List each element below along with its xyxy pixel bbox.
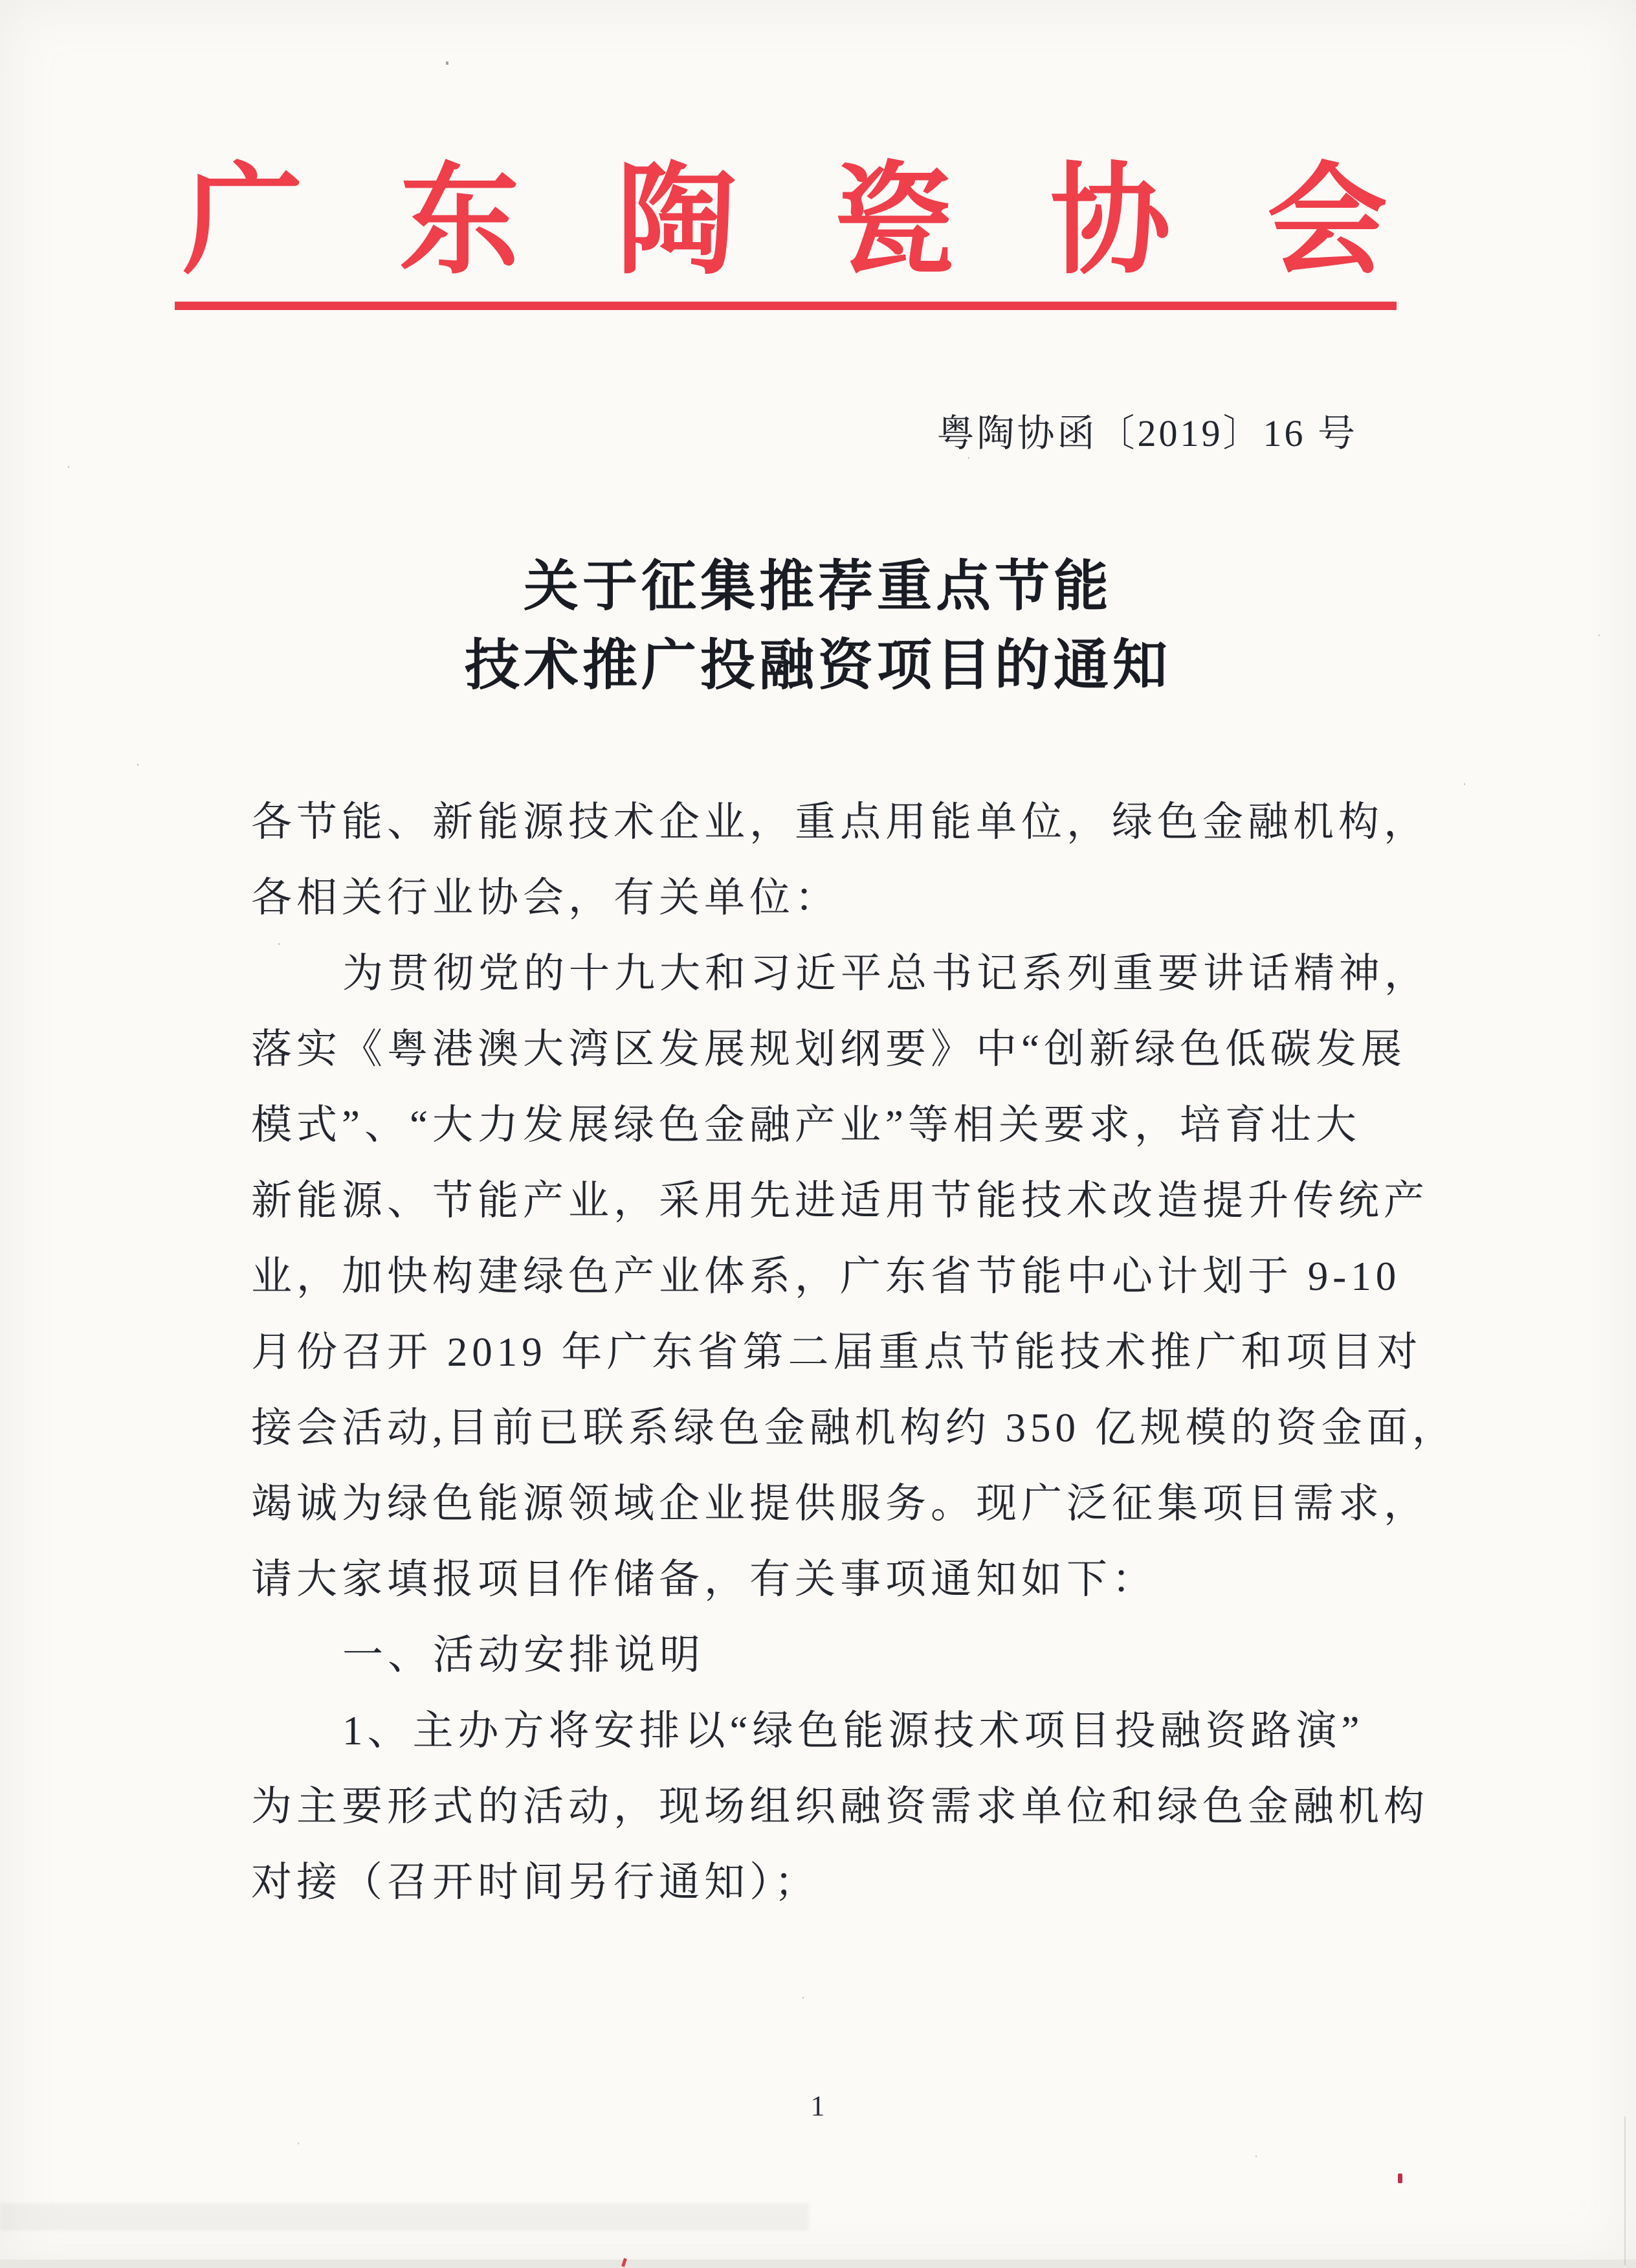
org-name-char: 东	[399, 155, 520, 289]
org-name-char: 陶	[616, 155, 737, 289]
body-line: 各节能、新能源技术企业，重点用能单位，绿色金融机构，	[251, 799, 1429, 845]
body-line: 请大家填报项目作储备，有关事项通知如下：	[251, 1557, 1157, 1602]
letterhead-org-name	[182, 155, 1387, 289]
body-line: 各相关行业协会，有关单位：	[251, 875, 840, 920]
body-line: 为主要形式的活动，现场组织融资需求单位和绿色金融机构	[251, 1784, 1429, 1829]
document-body	[251, 784, 1457, 1920]
scan-edge-line	[1624, 2117, 1626, 2265]
title-line-2: 技术推广投融资项目的通知	[464, 636, 1171, 696]
body-line: 落实《粤港澳大湾区发展规划纲要》中“创新绿色低碳发展	[251, 1027, 1406, 1072]
body-line: 接会活动,目前已联系绿色金融机构约 350 亿规模的资金面，	[251, 1405, 1457, 1451]
body-line: 对接（召开时间另行通知）；	[251, 1860, 820, 1905]
scan-dust-specks	[0, 0, 1, 2]
scan-red-speck	[1398, 2174, 1402, 2183]
document-number: 粤陶协函〔2019〕16 号	[936, 412, 1358, 454]
body-line: 为贯彻党的十九大和习近平总书记系列重要讲话精神，	[342, 951, 1430, 996]
body-line: 业，加快构建绿色产业体系，广东省节能中心计划于 9-10	[251, 1254, 1401, 1299]
title-line-1: 关于征集推荐重点节能	[523, 557, 1112, 617]
body-line: 新能源、节能产业，采用先进适用节能技术改造提升传统产	[251, 1178, 1429, 1223]
body-line: 月份召开 2019 年广东省第二届重点节能技术推广和项目对	[251, 1329, 1422, 1375]
body-line: 模式”、“大力发展绿色金融产业”等相关要求，培育壮大	[251, 1102, 1361, 1148]
body-line: 竭诚为绿色能源领域企业提供服务。现广泛征集项目需求，	[251, 1481, 1429, 1526]
org-name-char: 协	[1050, 155, 1171, 289]
letterhead-divider-line	[175, 302, 1397, 310]
body-section-heading: 一、活动安排说明	[342, 1632, 705, 1678]
page-number: 1	[810, 2090, 826, 2122]
scan-bottom-edge	[0, 2260, 1636, 2268]
scan-speckle-band	[0, 2203, 809, 2230]
org-name-char: 瓷	[833, 155, 954, 289]
document-title	[0, 548, 1636, 706]
body-line: 1、主办方将安排以“绿色能源技术项目投融资路演”	[342, 1708, 1364, 1753]
org-name-char: 会	[1266, 155, 1387, 289]
org-name-char: 广	[182, 155, 304, 289]
